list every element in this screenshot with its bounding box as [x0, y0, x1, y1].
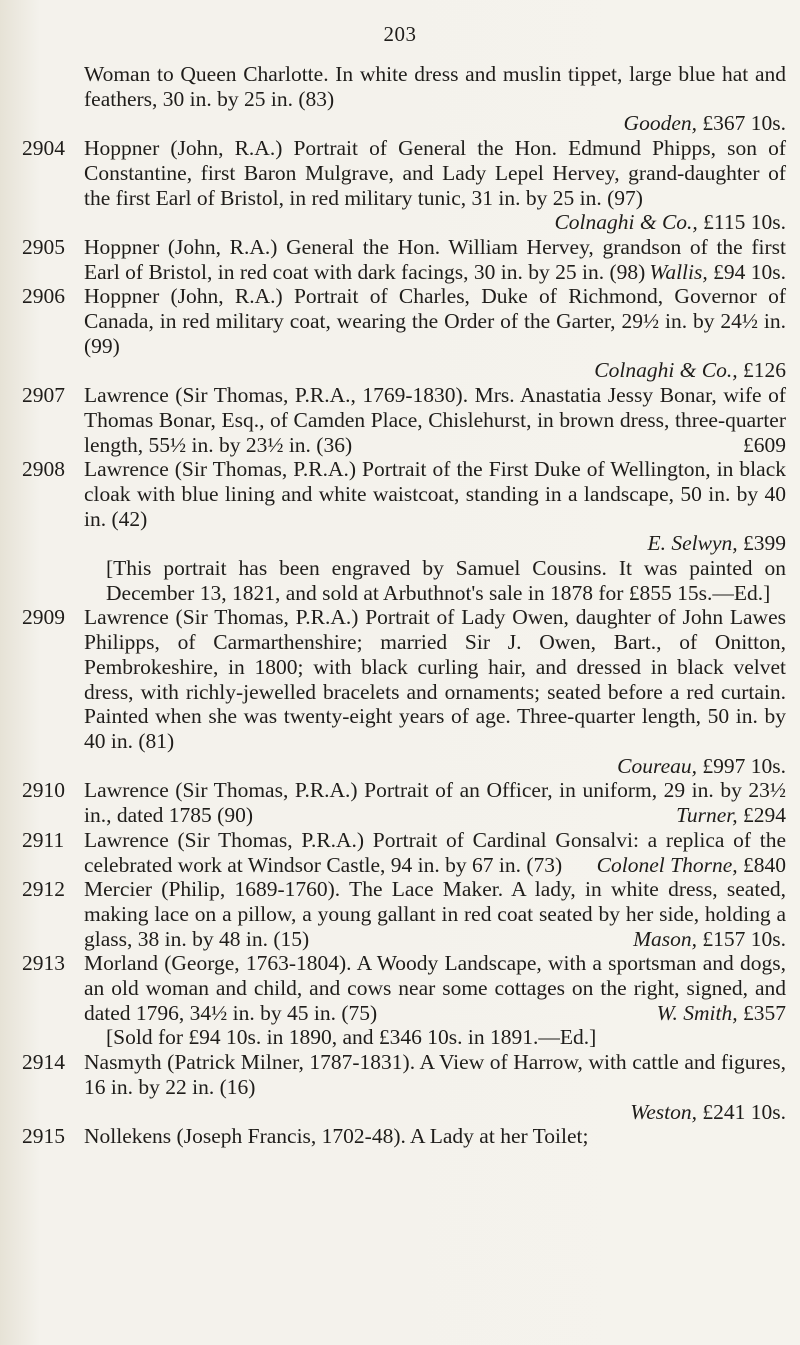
lot-number: 2908: [22, 457, 65, 482]
lot-buyer-price: [84, 754, 786, 779]
lot-entry: [22, 136, 786, 235]
lot-entry: [22, 1124, 786, 1149]
buyer-name: Wallis,: [649, 259, 708, 284]
sale-price: £241 10s.: [697, 1099, 786, 1124]
lot-number: 2906: [22, 284, 65, 309]
lot-description: Nasmyth (Patrick Milner, 1787-1831). A View of Harrow, with cattle and figures, 16 in. by 22 in. (16): [84, 1050, 786, 1099]
lot-buyer-price: [84, 111, 786, 136]
lot-number: 2909: [22, 605, 65, 630]
lot-buyer-price: [84, 531, 786, 556]
lot-entry: [22, 828, 786, 877]
buyer-name: Colonel Thorne,: [596, 852, 738, 877]
lot-description: Lawrence (Sir Thomas, P.R.A., 1769-1830). Mrs. Anastatia Jessy Bonar, wife of Thomas Bonar, Esq., of Camden Place, Chislehurst, in brown dress, three-quarter length, 55½ in. by 23½ in. (36) £609: [84, 383, 786, 457]
lot-number: 2910: [22, 778, 65, 803]
lot-entry: [22, 62, 786, 136]
lot-buyer-price: [84, 1100, 786, 1125]
lot-number: 2905: [22, 234, 65, 259]
buyer-name: Coureau,: [617, 753, 697, 778]
lot-entry: [22, 1050, 786, 1124]
lot-buyer-price: [84, 358, 786, 383]
lot-number: 2911: [22, 827, 65, 852]
lot-description: Morland (George, 1763-1804). A Woody Landscape, with a sportsman and dogs, an old woman and child, and cows near some cottages on the right, signed, and dated 1796, 34½ in. by 45 in. (75) W. Smith, £357: [84, 951, 786, 1025]
sale-price: £294: [737, 803, 786, 828]
lot-entry: [22, 284, 786, 383]
lot-buyer-price: [84, 210, 786, 235]
lot-entry: [22, 457, 786, 605]
lot-description: Hoppner (John, R.A.) Portrait of General the Hon. Edmund Phipps, son of Constantine, first Baron Mulgrave, and Lady Lepel Hervey, grand-daughter of the first Earl of Bristol, in red military tunic, 31 in. by 25 in. (97): [84, 136, 786, 210]
lot-entry: [22, 235, 786, 284]
lot-entry: [22, 951, 786, 1050]
lot-entry: [22, 877, 786, 951]
buyer-name: Colnaghi & Co.,: [594, 358, 738, 383]
lot-entry: [22, 605, 786, 778]
page-number: 203: [383, 22, 417, 46]
buyer-name: W. Smith,: [656, 1000, 738, 1025]
sale-price: £399: [737, 531, 786, 556]
buyer-name: Turner,: [676, 803, 738, 828]
lot-entry: [22, 778, 786, 827]
sale-price: £126: [737, 358, 786, 383]
lot-list: [22, 62, 786, 1149]
lot-number: 2914: [22, 1050, 65, 1075]
buyer-name: Gooden,: [623, 111, 697, 136]
lot-description: Hoppner (John, R.A.) General the Hon. William Hervey, grandson of the first Earl of Bristol, in red coat with dark facings, 30 in. by 25 in. (98) Wallis, £94 10s.: [84, 234, 786, 284]
lot-entry: [22, 383, 786, 457]
lot-number: 2907: [22, 383, 65, 408]
lot-number: 2912: [22, 877, 65, 902]
buyer-name: Weston,: [630, 1099, 697, 1124]
lot-number: 2915: [22, 1124, 65, 1149]
lot-description: Lawrence (Sir Thomas, P.R.A.) Portrait of an Officer, in uniform, 29 in. by 23½ in., dated 1785 (90) Turner, £294: [84, 778, 786, 828]
lot-description: Woman to Queen Charlotte. In white dress and muslin tippet, large blue hat and feathers, 30 in. by 25 in. (83): [84, 62, 786, 111]
sale-price: £840: [737, 852, 786, 877]
lot-description: Lawrence (Sir Thomas, P.R.A.) Portrait of the First Duke of Wellington, in black cloak with blue lining and white waistcoat, standing in a landscape, 50 in. by 40 in. (42): [84, 457, 786, 531]
editor-note: [Sold for £94 10s. in 1890, and £346 10s. in 1891.—Ed.]: [106, 1025, 597, 1050]
sale-price: £157 10s.: [697, 926, 786, 951]
lot-description: Hoppner (John, R.A.) Portrait of Charles, Duke of Richmond, Governor of Canada, in red military coat, wearing the Order of the Garter, 29½ in. by 24½ in. (99): [84, 284, 786, 358]
buyer-name: Mason,: [633, 926, 697, 951]
sale-price: £609: [743, 432, 786, 457]
sale-price: £115 10s.: [697, 210, 786, 235]
lot-description: Lawrence (Sir Thomas, P.R.A.) Portrait of Lady Owen, daughter of John Lawes Philipps, of Carmarthenshire; married Sir J. Owen, Bart., of Onitton, Pembrokeshire, in 1800; with black curling hair, and dressed in black velvet dress, with richly-jewelled bracelets and ornaments; seated before a red curtain. Painted when she was twenty-eight years of age. Three-quarter length, 50 in. by 40 in. (81): [84, 605, 786, 753]
sale-price: £367 10s.: [697, 111, 786, 136]
buyer-name: Colnaghi & Co.,: [554, 210, 698, 235]
sale-price: £94 10s.: [707, 259, 786, 284]
buyer-name: E. Selwyn,: [647, 531, 738, 556]
lot-description: Lawrence (Sir Thomas, P.R.A.) Portrait of Cardinal Gonsalvi: a replica of the celebrated work at Windsor Castle, 94 in. by 67 in. (73) Colonel Thorne, £840: [84, 827, 786, 877]
lot-number: 2904: [22, 136, 65, 161]
editor-note: [This portrait has been engraved by Samuel Cousins. It was painted on December 13, 1821, and sold at Arbuthnot's sale in 1878 for £855 15s.—Ed.]: [106, 556, 786, 605]
sale-price: £357: [737, 1000, 786, 1025]
lot-description: Mercier (Philip, 1689-1760). The Lace Maker. A lady, in white dress, seated, making lace on a pillow, a young gallant in red coat seated by her side, holding a glass, 38 in. by 48 in. (15) Mason, £157 10s.: [84, 877, 786, 951]
sale-price: £997 10s.: [697, 753, 786, 778]
lot-description: Nollekens (Joseph Francis, 1702-48). A Lady at her Toilet;: [84, 1124, 589, 1149]
lot-number: 2913: [22, 951, 65, 976]
